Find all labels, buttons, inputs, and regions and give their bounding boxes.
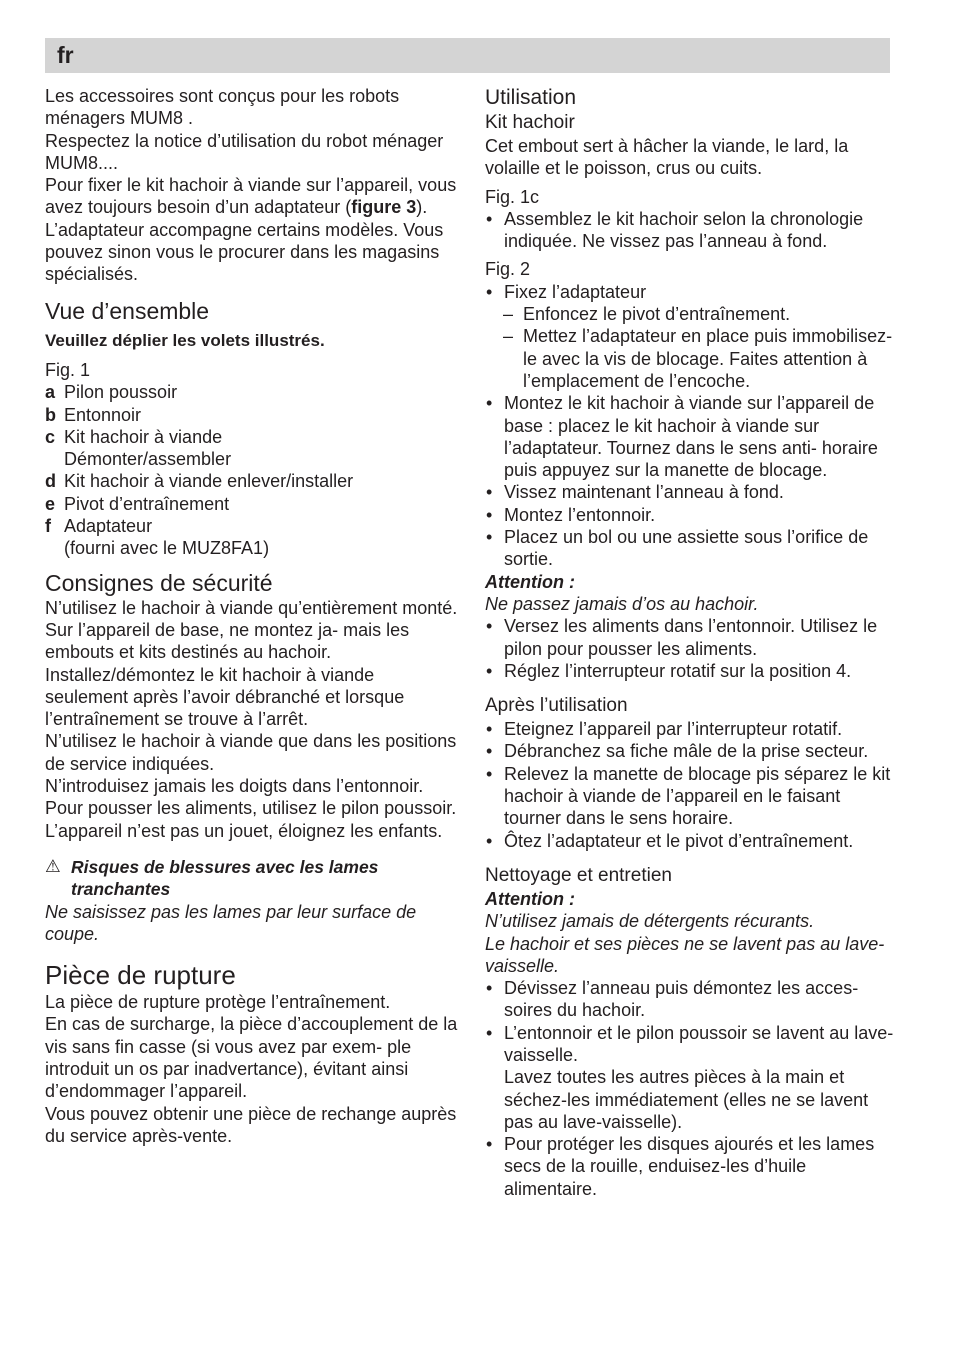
right-column (485, 85, 895, 1200)
list-item: • Fixez l’adaptateur (485, 281, 895, 303)
list-item: c Kit hachoir à viande Démonter/assembler (45, 426, 232, 470)
list-item: • Montez le kit hachoir à viande sur l’appareil de base : placez le kit hachoir à viande sur l’adaptateur. Tournez dans le sens anti- horaire puis appuyez sur la manette de blocage. (485, 392, 895, 481)
usage-paragraph: Cet embout sert à hâcher la viande, le lard, la volaille et le poisson, crus ou cuits. (485, 136, 849, 179)
language-header-band (45, 38, 890, 73)
section-heading-rupture: Pièce de rupture (45, 960, 236, 991)
list-item: d Kit hachoir à viande enlever/installer (45, 471, 354, 492)
intro-paragraph: Respectez la notice d’utilisation du robot ménager MUM8.... (45, 130, 444, 173)
attention-text: N’utilisez jamais de détergents récurants. (485, 911, 815, 932)
rupture-paragraph: En cas de surcharge, la pièce d’accouplement de la vis sans fin casse (si vous avez par exem- ple introduit un os par inadvertance), évitant ainsi d’endommager l’appareil. (45, 1014, 458, 1102)
blade-warning-text: Ne saisissez pas les lames par leur surface de coupe. (45, 901, 417, 944)
list-item: • Placez un bol ou une assiette sous l’orifice de sortie. (485, 526, 895, 571)
list-item: a Pilon poussoir (45, 382, 178, 403)
fig2-list (485, 281, 895, 303)
section-heading-safety: Consignes de sécurité (45, 569, 273, 596)
intro-paragraph: Pour fixer le kit hachoir à viande sur l’appareil, vous avez toujours besoin d’un adaptateur (figure 3). (45, 175, 457, 218)
attention-label: Attention : (485, 888, 575, 909)
list-item: • Assemblez le kit hachoir selon la chronologie indiquée. Ne vissez pas l’anneau à fond. (485, 208, 895, 253)
overview-note: Veuillez déplier les volets illustrés. (45, 330, 325, 350)
list-item: • Vissez maintenant l’anneau à fond. (485, 481, 895, 503)
overview-parts-list (45, 381, 460, 559)
after-use-list (485, 718, 895, 852)
section-heading-after-use: Après l’utilisation (485, 695, 628, 717)
usage-final-list (485, 615, 895, 682)
section-heading-usage: Utilisation (485, 86, 577, 109)
list-item: – Enfoncez le pivot d’entraînement. (485, 303, 895, 325)
language-code: fr (57, 42, 74, 68)
safety-paragraph: Installez/démontez le kit hachoir à viande seulement après l’avoir débranché et lorsque l’entraînement se trouve à l’arrêt. (45, 664, 405, 730)
list-item: • Dévissez l’anneau puis démontez les acces- soires du hachoir. (485, 977, 895, 1022)
list-item: e Pivot d’entraînement (45, 493, 230, 514)
figure-label: Fig. 1c (485, 186, 540, 207)
list-item: – Mettez l’adaptateur en place puis immobilisez-le avec la vis de blocage. Faites attention à l’emplacement de l’encoche. (485, 325, 895, 392)
list-item: • Ôtez l’adaptateur et le pivot d’entraînement. (485, 830, 895, 852)
attention-text: Ne passez jamais d’os au hachoir. (485, 593, 759, 614)
figure-reference: figure 3 (351, 197, 417, 218)
safety-paragraph: N’utilisez le hachoir à viande qu’entièrement monté. Sur l’appareil de base, ne montez ja- mais les embouts et kits destinés au hachoir. (45, 597, 458, 663)
fig1c-list (485, 208, 895, 253)
safety-paragraph: L’appareil n’est pas un jouet, éloignez les enfants. (45, 820, 443, 841)
safety-paragraph: N’introduisez jamais les doigts dans l’entonnoir. Pour pousser les aliments, utilisez le pilon poussoir. (45, 776, 457, 819)
list-item: • Débranchez sa fiche mâle de la prise secteur. (485, 740, 895, 762)
list-item: f Adaptateur (fourni avec le MUZ8FA1) (45, 516, 270, 559)
list-item: • Relevez la manette de blocage pis séparez le kit hachoir à viande de l’appareil en le faisant tourner dans le sens horaire. (485, 763, 895, 830)
left-column (45, 85, 460, 1147)
list-item: • Eteignez l’appareil par l’interrupteur rotatif. (485, 718, 895, 740)
list-item: • Réglez l’interrupteur rotatif sur la position 4. (485, 660, 895, 682)
rupture-paragraph: Vous pouvez obtenir une pièce de rechange auprès du service après-vente. (45, 1103, 457, 1146)
subsection-heading-kit: Kit hachoir (485, 112, 575, 133)
intro-paragraph: Les accessoires sont conçus pour les robots ménagers MUM8 . (45, 86, 400, 129)
figure-label: Fig. 2 (485, 259, 531, 280)
list-item: b Entonnoir (45, 404, 142, 425)
section-heading-cleaning: Nettoyage et entretien (485, 864, 672, 886)
warning-triangle-icon: ⚠ (45, 855, 61, 876)
list-item: • Montez l’entonnoir. (485, 504, 895, 526)
cleaning-list (485, 977, 895, 1200)
section-heading-overview: Vue d’ensemble (45, 297, 210, 324)
figure-label: Fig. 1 (45, 359, 91, 380)
intro-paragraph: L’adaptateur accompagne certains modèles. Vous pouvez sinon vous le procurer dans les magasins spécialisés. (45, 219, 444, 285)
safety-paragraph: N’utilisez le hachoir à viande que dans les positions de service indiquées. (45, 731, 457, 774)
attention-label: Attention : (485, 571, 575, 592)
blade-warning: ⚠ Risques de blessures avec les lames tranchantes (45, 855, 379, 900)
fig2-steps-list (485, 392, 895, 570)
attention-text: Le hachoir et ses pièces ne se lavent pas au lave-vaisselle. (485, 933, 885, 976)
fig2-sublist (485, 303, 895, 392)
list-item: • Pour protéger les disques ajourés et les lames secs de la rouille, enduisez-les d’huile alimentaire. (485, 1133, 895, 1200)
rupture-paragraph: La pièce de rupture protège l’entraînement. (45, 992, 391, 1013)
list-item: • Versez les aliments dans l’entonnoir. Utilisez le pilon pour pousser les aliments. (485, 615, 895, 660)
list-item: • L’entonnoir et le pilon poussoir se lavent au lave-vaisselle. Lavez toutes les autres pièces à la main et séchez-les immédiatement (elles ne se lavent pas au lave-vaisselle). (485, 1022, 895, 1133)
